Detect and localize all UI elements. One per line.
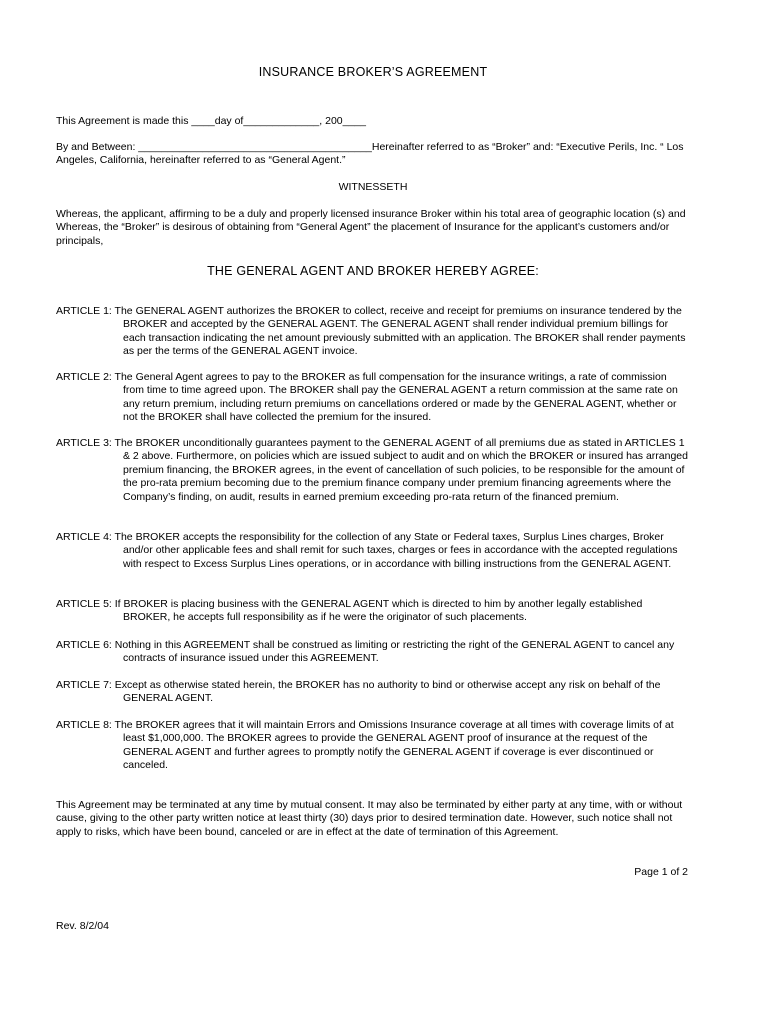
page-number: Page 1 of 2 [634,866,688,878]
article-1: ARTICLE 1: The GENERAL AGENT authorizes the BROKER to collect, receive and receipt for premiums on insurance tendered by the BROKER and accepted by the GENERAL AGENT. The GENERAL AGENT shall render individual premium billings for each transaction indicating the net amount previously submitted with an application. The BROKER shall render payments as per the terms of the GENERAL AGENT invoice. [56,305,686,358]
article-3: ARTICLE 3: The BROKER unconditionally guarantees payment to the GENERAL AGENT of all premiums due as stated in ARTICLES 1 & 2 above. Furthermore, on policies which are issued subject to audit and on which the BROKER or insured has arranged premium financing, the BROKER agrees, in the event of cancellation of such policies, to be responsible for the amount of the pro-rata premium becoming due to the premium finance company under premium financing agreements where the Company’s finding, on audit, results in earned premium exceeding pro-rata return of the financed premium. [56,437,688,503]
article-5: ARTICLE 5: If BROKER is placing business with the GENERAL AGENT which is directed to him by another legally established BROKER, he accepts full responsibility as if he were the originator of such placements. [56,598,643,624]
article-8: ARTICLE 8: The BROKER agrees that it will maintain Errors and Omissions Insurance coverage at all times with coverage limits of at least $1,000,000. The BROKER agrees to provide the GENERAL AGENT proof of insurance at the request of the GENERAL AGENT and further agrees to promptly notify the GENERAL AGENT if coverage is ever discontinued or canceled. [56,719,674,772]
termination-paragraph: This Agreement may be terminated at any time by mutual consent. It may also be terminated by either party at any time, with or without cause, giving to the other party written notice at least thirty (30) days prior to desired termination date. However, such notice shall not apply to risks, which have been bound, canceled or are in effect at the date of termination of this Agreement. [56,799,683,838]
article-6: ARTICLE 6: Nothing in this AGREEMENT shall be construed as limiting or restricting the right of the GENERAL AGENT to cancel any contracts of insurance issued under this AGREEMENT. [56,639,675,665]
parties-line: By and Between: ________________________________________Hereinafter referred to as “Broker” and: “Executive Perils, Inc. “ Los Angeles, California, hereinafter referred to as “General Agent.” [56,141,684,167]
whereas-paragraph: Whereas, the applicant, affirming to be a duly and properly licensed insurance Broker within his total area of geographic location (s) and Whereas, the “Broker” is desirous of obtaining from “General Agent” the placement of Insurance for the applicant’s customers and/or principals, [56,208,686,247]
agree-heading: THE GENERAL AGENT AND BROKER HEREBY AGREE: [207,264,539,278]
article-4: ARTICLE 4: The BROKER accepts the responsibility for the collection of any State or Federal taxes, Surplus Lines charges, Broker and/or other applicable fees and shall remit for such taxes, charges or fees in accordance with the accepted regulations with respect to Excess Surplus Lines operations, or in accordance with billing instructions from the GENERAL AGENT. [56,531,678,570]
article-2: ARTICLE 2: The General Agent agrees to pay to the BROKER as full compensation for the insurance writings, a rate of commission from time to time agreed upon. The BROKER shall pay the GENERAL AGENT a return commission at the same rate on any return premium, including return premiums on cancellations ordered or made by the GENERAL AGENT, whether or not the BROKER shall have collected the premium for the insured. [56,371,678,424]
document-title: INSURANCE BROKER’S AGREEMENT [258,65,488,79]
witnesseth-heading: WITNESSETH [338,181,408,193]
agreement-date-line: This Agreement is made this ____day of_____________, 200____ [56,115,366,127]
article-7: ARTICLE 7: Except as otherwise stated herein, the BROKER has no authority to bind or otherwise accept any risk on behalf of the GENERAL AGENT. [56,679,661,705]
revision-date: Rev. 8/2/04 [56,920,109,932]
